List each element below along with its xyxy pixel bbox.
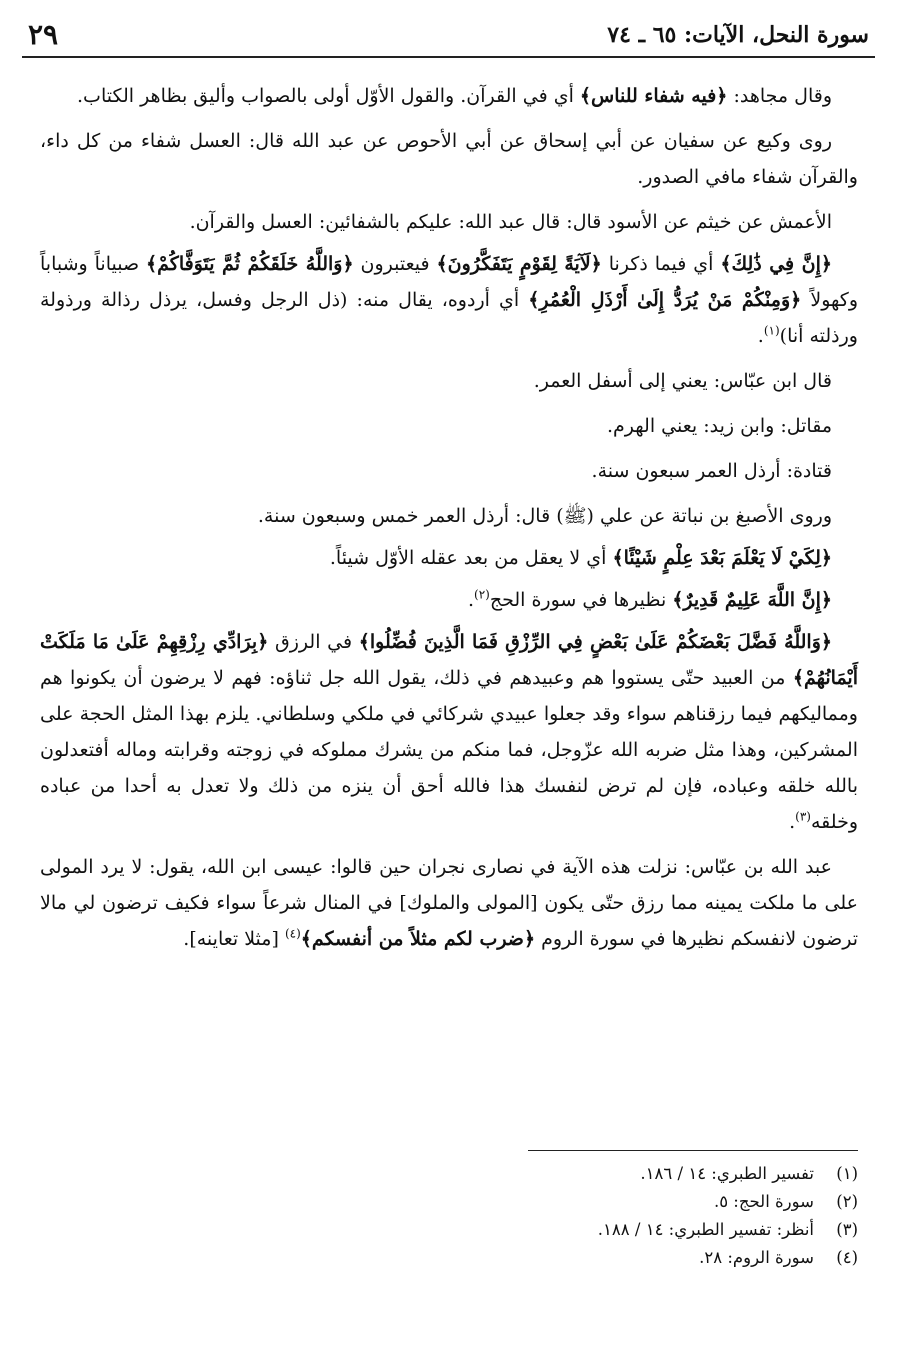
- text-run: [مثلا تعاينه].: [183, 928, 285, 950]
- quran-quote: ﴿وَاللَّهُ خَلَقَكُمْ ثُمَّ يَتَوَفَّاكُمْ﴾: [146, 253, 354, 275]
- paragraph-qatada: قتادة: أرذل العمر سبعون سنة.: [591, 460, 832, 482]
- footnote-text: تفسير الطبري: ١٤ / ١٨٦.: [640, 1164, 814, 1183]
- footnote-item: [40, 1188, 858, 1216]
- quran-quote: ﴿ضرب لكم مثلاً من أنفسكم﴾: [300, 928, 536, 950]
- text-run: أي في القرآن. والقول الأوّل أولى بالصواب وأليق بظاهر الكتاب.: [77, 85, 580, 107]
- quran-quote: ﴿وَمِنْكُمْ مَنْ يُرَدُّ إِلَىٰ أَرْذَلِ الْعُمُرِ﴾: [528, 289, 802, 311]
- text-run: أي أردوه، يقال منه: (ذل الرجل وفسل، يرذل رذالة ورذولة ورذلته أنا): [40, 289, 858, 347]
- footnote-text: سورة الروم: ٢٨.: [699, 1248, 814, 1267]
- quran-quote: ﴿وَاللَّهُ فَضَّلَ بَعْضَكُمْ عَلَىٰ بَعْضٍ فِي الرِّزْقِ فَمَا الَّذِينَ فُضِّلُوا﴾: [358, 631, 832, 653]
- footnote-ref-2: (٢): [474, 587, 490, 602]
- text-run: عبد الله بن عبّاس: نزلت هذه الآية في نصارى نجران حين قالوا: عيسى ابن الله، يقول: لا يرد المولى على ما ملكت يمينه مما رزق حتّى يكون [المولى والملوك] في المنال شرعاً سواء فكيف ترضون لي مالا ترضون لانفسكم نظيرها في سورة الروم: [40, 856, 858, 950]
- text-run: صبياناً وشباباً وكهولاً: [40, 253, 859, 311]
- quran-quote: ﴿لَآيَةً لِقَوْمٍ يَتَفَكَّرُونَ﴾: [436, 253, 602, 275]
- footnote-divider: [528, 1150, 858, 1151]
- text-run: .: [467, 589, 474, 611]
- main-text: [40, 78, 858, 966]
- quran-quote: ﴿إِنَّ فِي ذَٰلِكَ﴾: [720, 253, 832, 275]
- text-run: فيعتبرون: [353, 253, 437, 275]
- paragraph-faddala: [40, 624, 858, 840]
- footnote-ref-1: (١): [763, 323, 780, 338]
- paragraph-alimun-qadir: [40, 582, 858, 618]
- footnote-item: [40, 1244, 858, 1272]
- footnote-item: [40, 1160, 858, 1188]
- paragraph-mujahid: [40, 78, 858, 114]
- paragraph-amash: الأعمش عن خيثم عن الأسود قال: قال عبد الله: عليكم بالشفائين: العسل والقرآن.: [189, 211, 832, 233]
- paragraph-asbagh: وروى الأصبغ بن نباتة عن علي (ﷺ) قال: أرذل العمر خمس وسبعون سنة.: [257, 505, 832, 527]
- paragraph-muqatil: مقاتل: وابن زيد: يعني الهرم.: [607, 415, 832, 437]
- quran-quote: ﴿لِكَيْ لَا يَعْلَمَ بَعْدَ عِلْمٍ شَيْئًا﴾: [612, 547, 832, 569]
- quran-quote: ﴿بِرَادِّي رِزْقِهِمْ عَلَىٰ مَا مَلَكَتْ أَيْمَانُهُمْ﴾: [40, 631, 858, 689]
- page-header: [22, 8, 875, 58]
- paragraph-waki: روى وكيع عن سفيان عن أبي إسحاق عن أبي الأحوص عن عبد الله قال: العسل شفاء من كل داء، والقرآن شفاء مافي الصدور.: [40, 130, 858, 188]
- text-run: أي لا يعقل من بعد عقله الأوّل شيئاً.: [329, 547, 613, 569]
- footnote-text: سورة الحج: ٥.: [713, 1192, 814, 1211]
- paragraph-likay-la-yalam: [40, 540, 858, 576]
- footnote-number: (٣): [836, 1220, 858, 1239]
- footnote-ref-4: (٤): [284, 926, 301, 941]
- footnote-number: (٢): [836, 1192, 858, 1211]
- paragraph-inna-fi-dhalik: [40, 246, 858, 354]
- quran-quote: ﴿إِنَّ اللَّهَ عَلِيمٌ قَدِيرٌ﴾: [672, 589, 832, 611]
- text-run: نظيرها في سورة الحج: [489, 589, 673, 611]
- text-run: .: [757, 325, 764, 347]
- text-run: من العبيد حتّى يستووا هم وعبيدهم في ذلك، يقول الله جل ثناؤه: فهم لا يرضون أن يكونوا هم ومماليكهم فيما رزقناهم سواء وقد جعلوا عبيدي شركائي في ملكي وسلطاني. يلزم بهذا المثل الحجة على المشركين، وهذا مثل ضربه الله عزّوجل، فما منكم من يشرك مملوكه في زوجته وقرابته وماله أفتعدلون بالله خلقه وعباده، فإن لم ترض لنفسك هذا فالله أحق أن ينزه من ذلك ولا تعدل به أحدا من عباده وخلقه: [40, 667, 858, 833]
- paragraph-najran: [40, 849, 858, 957]
- text-run: أي فيما ذكرنا: [601, 253, 721, 275]
- footnote-number: (١): [836, 1164, 858, 1183]
- running-title: سورة النحل، الآيات: ٦٥ ـ ٧٤: [607, 22, 869, 48]
- text-run: في الرزق: [268, 631, 359, 653]
- footnote-text: أنظر: تفسير الطبري: ١٤ / ١٨٨.: [597, 1220, 814, 1239]
- footnote-item: [40, 1216, 858, 1244]
- quran-quote: ﴿فيه شفاء للناس﴾: [579, 85, 728, 107]
- footnote-ref-3: (٣): [795, 809, 811, 824]
- footnotes: [40, 1160, 858, 1272]
- footnote-number: (٤): [836, 1248, 858, 1267]
- paragraph-ibn-abbas: قال ابن عبّاس: يعني إلى أسفل العمر.: [533, 370, 832, 392]
- page-number: ٢٩: [28, 18, 59, 51]
- text-run: وقال مجاهد:: [727, 85, 832, 107]
- text-run: .: [789, 811, 796, 833]
